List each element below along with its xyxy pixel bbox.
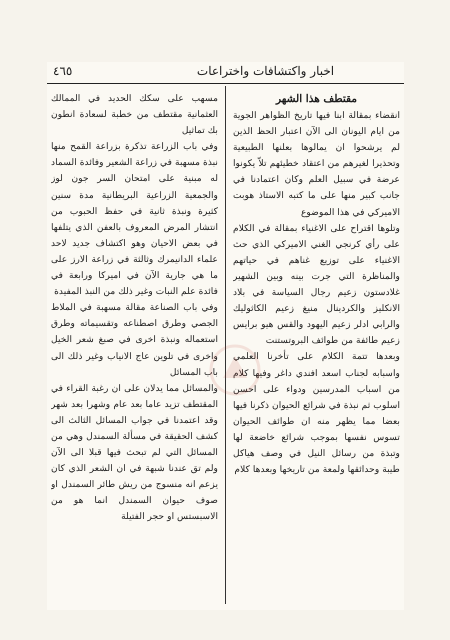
left-paragraph-1: مسهب على سكك الحديد في الممالك العثمانية مقتطف من خطبة لسعادة انطون بك تماثيل bbox=[51, 93, 218, 137]
right-paragraph-2: وتلوها اقتراح على الاغنياء بمقالة في الكلام على رأي كرنجي الغني الاميركي الذي حث الاغنياء على توزيع غناهم في حياتهم والمناظرة التي جرت بينه وبين الشهير غلادستون زعيم رجال السياسة في بلاد الانكليز والكردينال منيغ زعيم الكاثوليك والرابي ادلر زعيم اليهود والقس هيو برايس زعيم طائفة من طوائف البروتستنت bbox=[233, 222, 400, 347]
left-paragraph-4: والمسائل مما يدلان على ان رغبة القراء في المقتطف تزيد عاما بعد عام وشهرا بعد شهر وقد اعتمدنا في جواب المسائل الثالث الى كشف الحقيقة في مسألة السمندل وهي من المسائل التي لم تبحث فيها قبلا الى الآن ولم تق عندنا شبهة في ان الشعر الذي كان يزعم انه منسوج من ريش طائر السمندل او صوف حيوان السمندل انما هو من الاسبستس او حجر الفتيلة bbox=[51, 382, 218, 523]
document-page bbox=[47, 62, 404, 610]
running-title: اخبار واكتشافات واختراعات bbox=[196, 64, 335, 78]
page-number: ٤٦٥ bbox=[53, 64, 73, 78]
right-paragraph-3: وبعدها تتمة الكلام على تأخرنا العلمي واسبابه لجناب اسعد افندي داغر وفيها كلام من اسباب المدرسين ودواء على احسن اسلوب ثم نبذة في شرائع الحيوان ذكرنا فيها بعضا مما يظهر منه ان طوائف الحيوان تسوس نفسها بموجب شرائع خاضعة لها وتبذة من رسائل النيل في وصف هياكل طيبة وحدائقها ولمعة من تاريخها وبعدها كلام bbox=[233, 351, 400, 476]
left-paragraph-3: وفي باب الصناعة مقالة مسهبة في الملاط الجصي وطرق اصطناعه وتقسيماته وطرق استعماله ونبذة اخرى في صبغ شعر الخيل واخرى في تلوين عاج الانياب وغير ذلك الى باب المسائل bbox=[51, 302, 218, 378]
right-paragraph-1: انقضاء بمقالة ابنا فيها تاريخ الظواهر الجوية من ايام اليونان الى الآن اعتبار الحظ الذين لم يرشحوا ان يمالوها بعلنها الطبيعية وتحذيرا لغيرهم من اعتقاد خطيئهم تلاّ يكونوا عرضة في سبيل العلم وكان اعتمادنا في جانب كبير منها على ما كتبه الاستاذ هوبت الاميركي في هذا الموضوع bbox=[233, 110, 400, 218]
section-title: مقتطف هذا الشهر bbox=[276, 93, 357, 105]
page-header bbox=[47, 62, 404, 84]
library-watermark-logo bbox=[165, 340, 305, 400]
left-paragraph-2: وفي باب الزراعة تذكرة بزراعة القمح منها نبذة مسهبة في زراعة الشعير وفائدة السماد له مبنية على امتحان السر جون لوز والجمعية الزراعية البريطانية مدة سنين كثيرة ونبذة ثانية في حفظ الحبوب من انتشار المرض المعروف بالعفن الذي يتلفها في بعض الاحيان وهو اكتشاف جديد لاحد علماء الدانيمرك وثالثة في زراعة الارز على ما هي جارية الآن في اميركا ورابعة في فائدة علم النبات وغير ذلك من النبذ المفيدة bbox=[51, 141, 218, 298]
header-rule bbox=[47, 83, 404, 84]
